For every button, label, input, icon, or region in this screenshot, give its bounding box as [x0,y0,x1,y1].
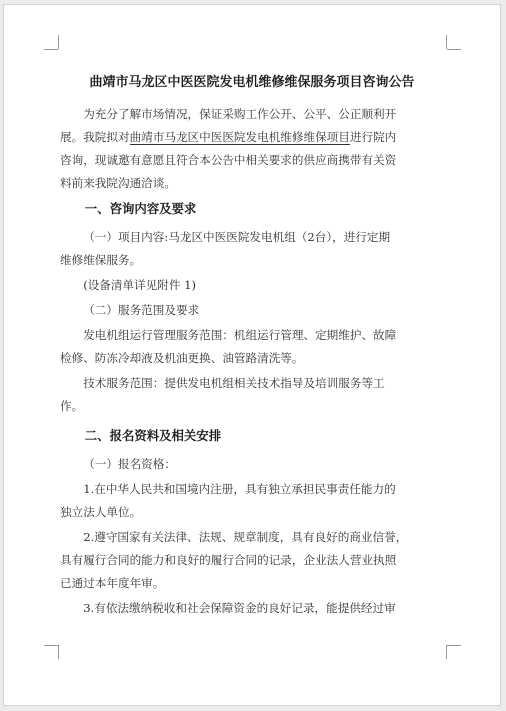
req-1-line-1: 1.在中华人民共和国境内注册，具有独立承担民事责任能力的 [83,482,396,496]
document-title: 曲靖市马龙区中医医院发电机维修维保服务项目咨询公告 [89,75,415,90]
project-name-underlined: 曲靖市马龙区中医医院发电机维修维保项目 [129,130,350,144]
intro-line-1: 为充分了解市场情况，保证采购工作公开、公平、公正顺利开 [83,107,397,121]
req-2-line-3: 已通过本年度年审。 [60,576,165,590]
scope-line-2: 检修、防冻冷却液及机油更换、油管路清洗等。 [60,351,304,365]
tech-line-2: 作。 [60,399,84,413]
intro-line-3: 咨询，现诚邀有意愿且符合本公告中相关要求的供应商携带有关资 [60,153,397,167]
intro-paragraph [60,103,444,195]
intro-line-2 [60,126,444,149]
req-2-line-2: 具有履行合同的能力和良好的履行合同的记录，企业法人营业执照 [60,553,397,567]
section-2-heading: 二、报名资料及相关安排 [84,428,222,443]
service-scope-paragraph [60,324,444,370]
tech-line-1: 技术服务范围：提供发电机组相关技术指导及培训服务等工 [83,376,385,390]
req-1-line-2: 独立法人单位。 [60,505,142,519]
tech-service-paragraph [60,372,444,418]
document-page [3,4,501,706]
section-1-heading: 一、咨询内容及要求 [84,201,197,216]
intro-line-2-pre: 展。我院拟对 [60,130,130,144]
intro-line-4: 料前来我院沟通洽谈。 [60,176,176,190]
intro-line-2-post: 进行院内 [349,130,397,144]
requirement-1 [60,478,444,524]
scope-line-1: 发电机组运行管理服务范围：机组运行管理、定期维护、故障 [83,328,397,342]
req-3-line-1: 3.有依法缴纳税收和社会保障资金的良好记录，能提供经过审 [83,601,396,615]
attachment-note: (设备清单详见附件 1) [83,278,197,292]
document-body [60,103,444,622]
requirement-2 [60,526,444,595]
requirement-3 [60,597,444,620]
section-1-item-1 [60,226,444,272]
item-1-line-1: （一）项目内容:马龙区中医医院发电机组（2台），进行定期 [83,230,391,244]
section-1-item-2: （二）服务范围及要求 [83,303,200,317]
req-2-line-1: 2.遵守国家有关法律、法规、规章制度，具有良好的商业信誉， [83,530,408,544]
item-1-line-2: 维修维保服务。 [60,253,142,267]
section-2-sub-1: （一）报名资格： [83,457,176,471]
